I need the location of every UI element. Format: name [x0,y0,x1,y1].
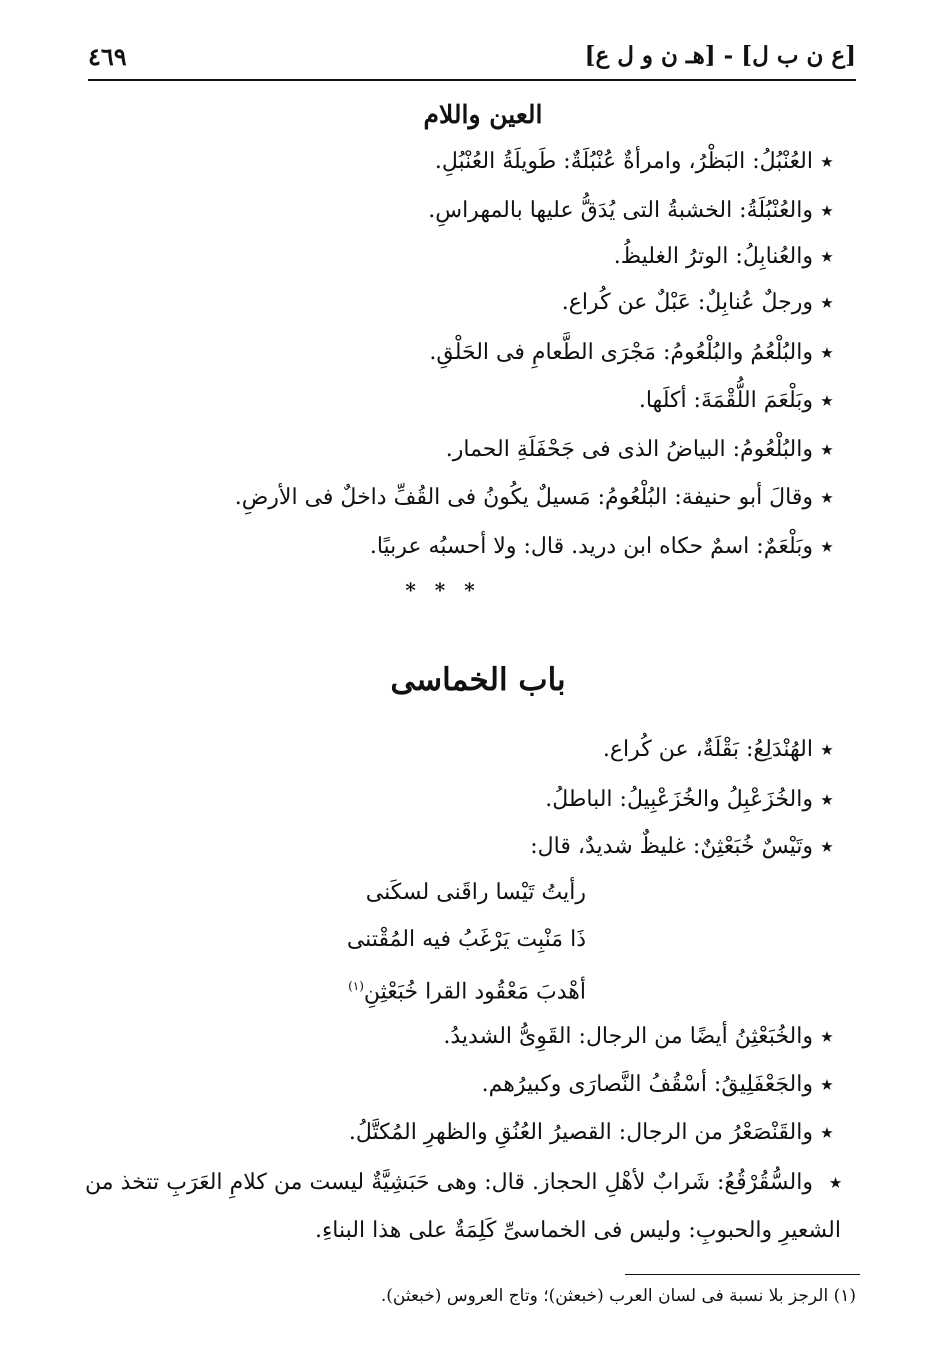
entry-marker-icon: ٭ [821,290,833,314]
entry [70,481,841,514]
entry [70,194,841,227]
entry [70,830,841,863]
entry-marker-icon: ٭ [821,1024,833,1048]
entry-text: والعُنْبُلَةُ: الخشبةُ التى يُدَقُّ عليها بالمهراسِ. [428,198,813,223]
footnote-marker: (١) [348,979,364,993]
entry [70,336,841,369]
running-title: [ع ن ب ل] - [هـ ن و ل ع] [584,42,856,69]
entry-text: الهُنْدَلِعُ: بَقْلَةٌ، عن كُراع. [602,737,813,762]
entry-marker-icon: ٭ [821,1120,833,1144]
entry-text: والبُلْعُومُ: البياضُ الذى فى جَحْفَلَةِ الحمار. [445,437,813,462]
verse-line: ذَا مَنْبِت يَرْغَبُ فيه المُقْتنى [346,927,586,952]
entry-marker-icon: ٭ [821,834,833,858]
entry [70,733,841,766]
section-separator: * * * [405,578,481,602]
entry-text: والقَنْصَعْرُ من الرجال: القصيرُ العُنُقِ والظهرِ المُكتَّلُ. [348,1120,813,1145]
entry [70,1116,841,1149]
entry-marker-icon: ٭ [821,244,833,268]
entry-text: وقالَ أبو حنيفة: البُلْعُومُ: مَسيلٌ يكُونُ فى القُفِّ داخلٌ فى الأرضِ. [234,485,813,510]
entry-text: ورجلٌ عُنابِلٌ: عَبْلٌ عن كُراع. [561,290,813,315]
footnote: (١) الرجز بلا نسبة فى لسان العرب (خبعثن)؛ وتاج العروس (خبعثن). [380,1286,856,1306]
entry-marker-icon: ٭ [821,437,833,461]
entry-text: العُنْبُلُ: البَظْرُ، وامرأةٌ عُنْبُلَةٌ: طَويلَةُ العُنْبُلِ. [434,149,813,174]
entry-marker-icon: ٭ [821,534,833,558]
verse-line: رأيتُ تَيْسا راقَنى لسكَنى [365,880,586,905]
entry [70,286,841,319]
footnote-rule [625,1274,860,1275]
entry [70,145,841,178]
section-heading: العين واللام [423,100,543,129]
page-number: ٤٦٩ [88,42,127,71]
entry-marker-icon: ٭ [821,737,833,761]
entry-text: وبَلْعَمَ اللُّقْمَةَ: أكلَها. [638,388,813,413]
entry-text: والجَعْفَلِيقُ: أسْقُفُ النَّصارَى وكبيرُهم. [481,1072,813,1097]
entry-text: وبَلْعَمٌ: اسمٌ حكاه ابن دريد. قال: ولا أحسبُه عربيًا. [369,534,813,559]
verse-text: أهْدبَ مَعْقُود القرا خُبَعْثِنِ [363,979,586,1005]
entry-marker-icon: ٭ [821,388,833,412]
running-head [88,38,856,78]
verse-line [348,970,586,1008]
chapter-heading: باب الخماسى [390,662,566,698]
entry [70,433,841,466]
entry [70,783,841,816]
entry-marker-icon: ٭ [821,340,833,364]
entry [70,384,841,417]
entry-text: والخُزَعْبِلُ والخُزَعْبِيلُ: الباطلُ. [545,787,813,812]
entry-text: والسُّقُرْقُعُ: شَرابٌ لأهْلِ الحجاز. قال: وهى حَبَشِيَّةٌ ليست من كلامِ العَرَبِ تتخذ من الشعيرِ والحبوبِ: وليس فى الخماسىِّ كَلِمَةٌ على هذا البناءِ. [85,1170,841,1243]
entry-marker-icon: ٭ [821,787,833,811]
entry-marker-icon: ٭ [830,1170,841,1194]
entry [70,1020,841,1053]
entry-multiline [85,1158,841,1255]
entry [70,1068,841,1101]
entry-marker-icon: ٭ [821,198,833,222]
entry-text: والخُبَعْثِنُ أيضًا من الرجال: القَوِىُّ الشديدُ. [443,1024,813,1049]
entry-text: والبُلْعُمُ والبُلْعُومُ: مَجْرَى الطَّعامِ فى الحَلْقِ. [429,340,813,365]
entry-marker-icon: ٭ [821,1072,833,1096]
entry-text: والعُنابِلُ: الوترُ الغليظُ. [613,244,813,269]
entry [70,240,841,273]
entry-text: وتَيْسٌ خُبَعْثِنٌ: غليظٌ شديدٌ، قال: [530,834,813,859]
header-rule [88,79,856,81]
entry-marker-icon: ٭ [821,149,833,173]
entry [70,530,841,563]
entry-marker-icon: ٭ [821,485,833,509]
